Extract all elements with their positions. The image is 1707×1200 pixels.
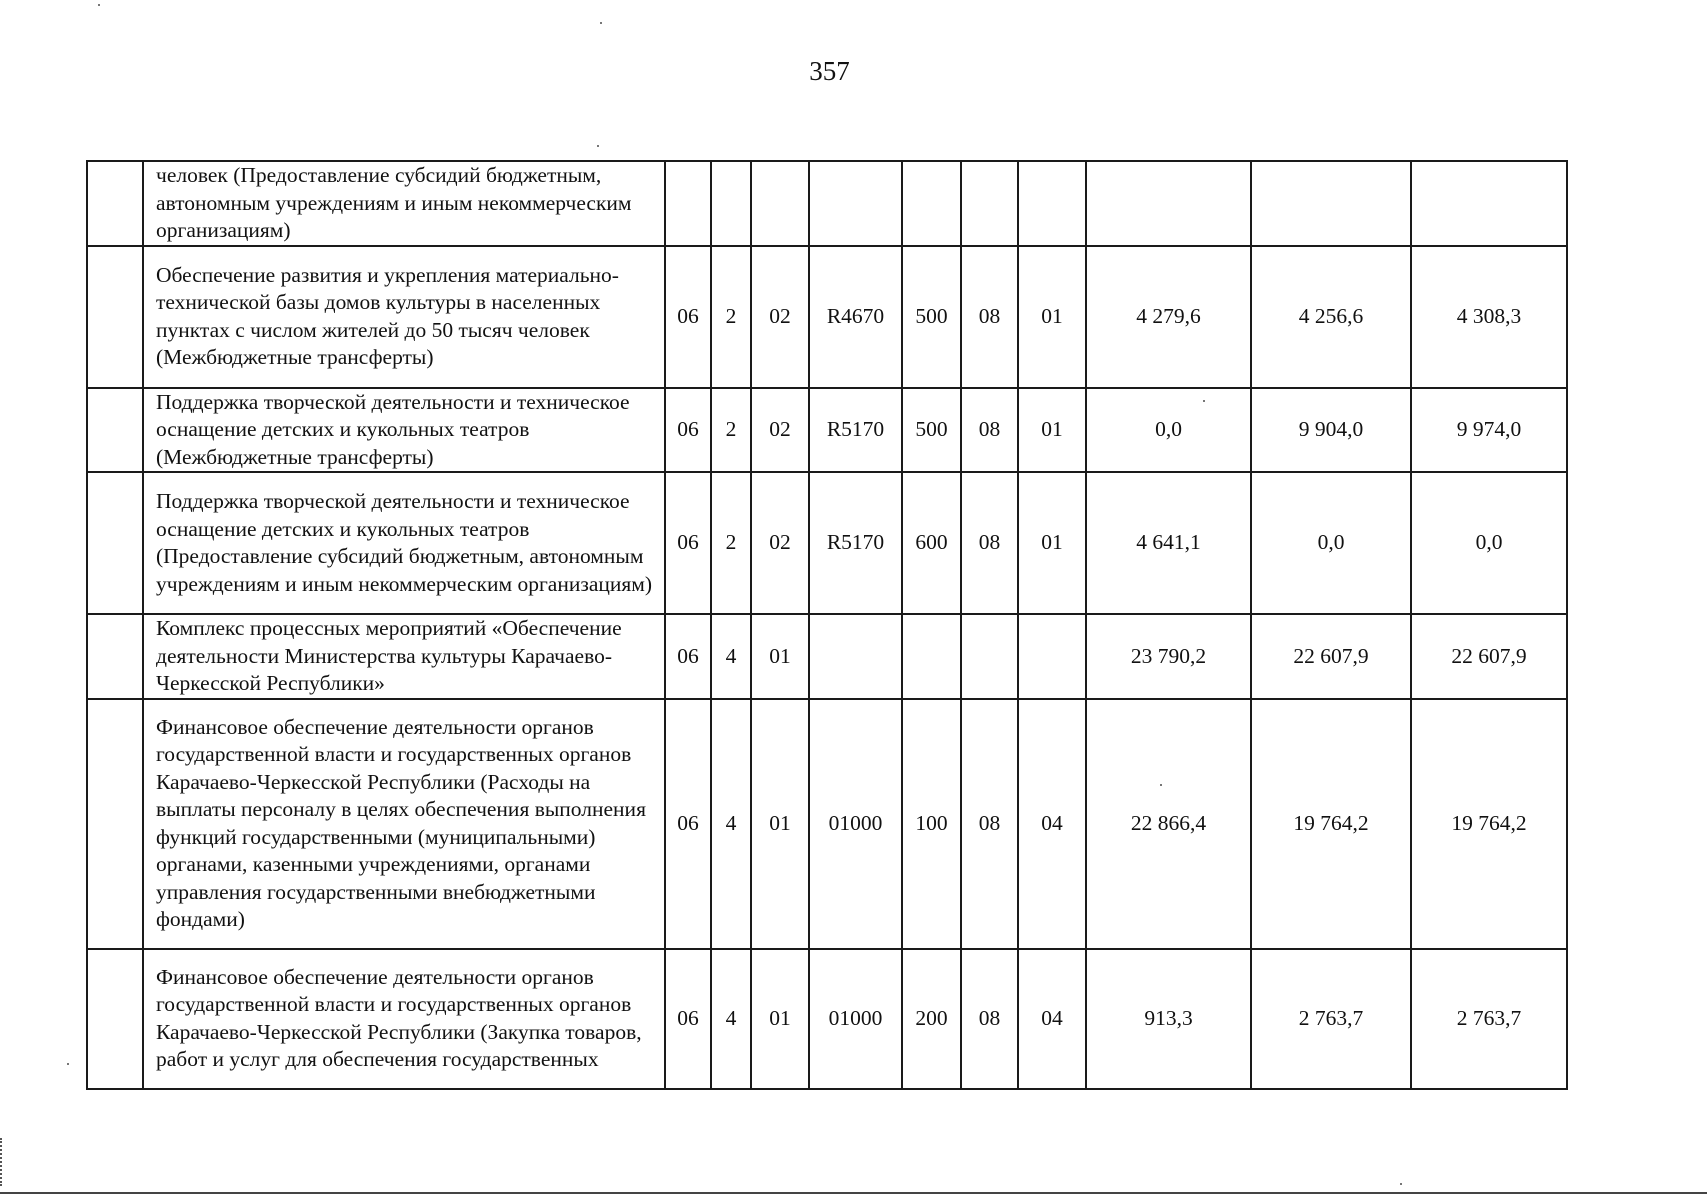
section-code: 08 bbox=[961, 246, 1018, 388]
amount-year-1 bbox=[1086, 161, 1251, 246]
expense-type-code: 600 bbox=[902, 472, 961, 614]
amount-year-1: 4 279,6 bbox=[1086, 246, 1251, 388]
direction-code: R5170 bbox=[809, 472, 902, 614]
measure-code: 02 bbox=[751, 246, 809, 388]
scan-edge-marks bbox=[0, 1138, 4, 1186]
expense-type-code: 500 bbox=[902, 388, 961, 473]
amount-year-3: 19 764,2 bbox=[1411, 699, 1567, 949]
scan-speck bbox=[98, 4, 100, 6]
row-name: Поддержка творческой деятельности и техническое оснащение детских и кукольных театров (Предоставление субсидий бюджетным, автономным учреждениям и иным некоммерческим организациям) bbox=[143, 472, 665, 614]
section-code: 08 bbox=[961, 949, 1018, 1089]
amount-year-1: 22 866,4 bbox=[1086, 699, 1251, 949]
table-row bbox=[87, 614, 1567, 699]
expense-type-code bbox=[902, 161, 961, 246]
subsection-code bbox=[1018, 614, 1086, 699]
subsection-code: 01 bbox=[1018, 388, 1086, 473]
direction-code: 01000 bbox=[809, 699, 902, 949]
measure-code: 02 bbox=[751, 472, 809, 614]
subsection-code: 04 bbox=[1018, 949, 1086, 1089]
subsection-code: 01 bbox=[1018, 246, 1086, 388]
section-code bbox=[961, 161, 1018, 246]
subsection-code: 04 bbox=[1018, 699, 1086, 949]
table-row bbox=[87, 388, 1567, 473]
table-row bbox=[87, 699, 1567, 949]
table-row bbox=[87, 472, 1567, 614]
direction-code: 01000 bbox=[809, 949, 902, 1089]
direction-code bbox=[809, 161, 902, 246]
amount-year-3: 9 974,0 bbox=[1411, 388, 1567, 473]
row-number-cell bbox=[87, 949, 143, 1089]
amount-year-3: 0,0 bbox=[1411, 472, 1567, 614]
expense-type-code: 100 bbox=[902, 699, 961, 949]
page-bottom-edge bbox=[0, 1192, 1707, 1194]
row-name: Финансовое обеспечение деятельности органов государственной власти и государственных органов Карачаево-Черкесской Республики (Расходы на выплаты персоналу в целях обеспечения выполнения функций государственными (муниципальными) органами, казенными учреждениями, органами управления государственными внебюджетными фондами) bbox=[143, 699, 665, 949]
section-code: 08 bbox=[961, 472, 1018, 614]
direction-code: R4670 bbox=[809, 246, 902, 388]
measure-code: 01 bbox=[751, 949, 809, 1089]
row-name: Финансовое обеспечение деятельности органов государственной власти и государственных органов Карачаево-Черкесской Республики (Закупка товаров, работ и услуг для обеспечения государственных bbox=[143, 949, 665, 1089]
page-number: 357 bbox=[809, 56, 850, 86]
scan-speck bbox=[1400, 1183, 1402, 1185]
amount-year-2: 22 607,9 bbox=[1251, 614, 1411, 699]
row-name: человек (Предоставление субсидий бюджетным, автономным учреждениям и иным некоммерческим организациям) bbox=[143, 161, 665, 246]
subsection-code bbox=[1018, 161, 1086, 246]
program-code: 06 bbox=[665, 246, 711, 388]
subprogram-code: 2 bbox=[711, 472, 751, 614]
row-number-cell bbox=[87, 614, 143, 699]
expense-type-code: 500 bbox=[902, 246, 961, 388]
subprogram-code: 4 bbox=[711, 949, 751, 1089]
subsection-code: 01 bbox=[1018, 472, 1086, 614]
expense-type-code bbox=[902, 614, 961, 699]
subprogram-code: 4 bbox=[711, 699, 751, 949]
amount-year-2 bbox=[1251, 161, 1411, 246]
subprogram-code: 2 bbox=[711, 246, 751, 388]
row-number-cell bbox=[87, 699, 143, 949]
section-code: 08 bbox=[961, 388, 1018, 473]
row-name: Поддержка творческой деятельности и техническое оснащение детских и кукольных театров (Межбюджетные трансферты) bbox=[143, 388, 665, 473]
row-name: Обеспечение развития и укрепления материально-технической базы домов культуры в населенных пунктах с числом жителей до 50 тысяч человек (Межбюджетные трансферты) bbox=[143, 246, 665, 388]
subprogram-code: 2 bbox=[711, 388, 751, 473]
amount-year-3: 2 763,7 bbox=[1411, 949, 1567, 1089]
amount-year-3 bbox=[1411, 161, 1567, 246]
row-number-cell bbox=[87, 472, 143, 614]
section-code bbox=[961, 614, 1018, 699]
amount-year-1: 4 641,1 bbox=[1086, 472, 1251, 614]
amount-year-1: 0,0 bbox=[1086, 388, 1251, 473]
amount-year-1: 23 790,2 bbox=[1086, 614, 1251, 699]
direction-code bbox=[809, 614, 902, 699]
subprogram-code bbox=[711, 161, 751, 246]
program-code: 06 bbox=[665, 949, 711, 1089]
scan-speck bbox=[600, 22, 602, 24]
row-number-cell bbox=[87, 161, 143, 246]
amount-year-2: 4 256,6 bbox=[1251, 246, 1411, 388]
amount-year-2: 9 904,0 bbox=[1251, 388, 1411, 473]
table-row bbox=[87, 246, 1567, 388]
row-number-cell bbox=[87, 246, 143, 388]
scan-speck bbox=[1203, 400, 1205, 402]
table-row bbox=[87, 161, 1567, 246]
amount-year-1: 913,3 bbox=[1086, 949, 1251, 1089]
program-code: 06 bbox=[665, 699, 711, 949]
budget-table bbox=[86, 160, 1568, 1090]
measure-code: 02 bbox=[751, 388, 809, 473]
program-code: 06 bbox=[665, 472, 711, 614]
subprogram-code: 4 bbox=[711, 614, 751, 699]
expense-type-code: 200 bbox=[902, 949, 961, 1089]
amount-year-2: 19 764,2 bbox=[1251, 699, 1411, 949]
section-code: 08 bbox=[961, 699, 1018, 949]
measure-code bbox=[751, 161, 809, 246]
table-row bbox=[87, 949, 1567, 1089]
amount-year-3: 22 607,9 bbox=[1411, 614, 1567, 699]
scan-speck bbox=[1160, 784, 1162, 786]
direction-code: R5170 bbox=[809, 388, 902, 473]
program-code: 06 bbox=[665, 388, 711, 473]
scan-speck bbox=[597, 145, 599, 147]
amount-year-3: 4 308,3 bbox=[1411, 246, 1567, 388]
amount-year-2: 2 763,7 bbox=[1251, 949, 1411, 1089]
program-code: 06 bbox=[665, 614, 711, 699]
measure-code: 01 bbox=[751, 699, 809, 949]
scan-speck bbox=[67, 1063, 69, 1065]
measure-code: 01 bbox=[751, 614, 809, 699]
row-number-cell bbox=[87, 388, 143, 473]
row-name: Комплекс процессных мероприятий «Обеспечение деятельности Министерства культуры Карачаево-Черкесской Республики» bbox=[143, 614, 665, 699]
amount-year-2: 0,0 bbox=[1251, 472, 1411, 614]
program-code bbox=[665, 161, 711, 246]
